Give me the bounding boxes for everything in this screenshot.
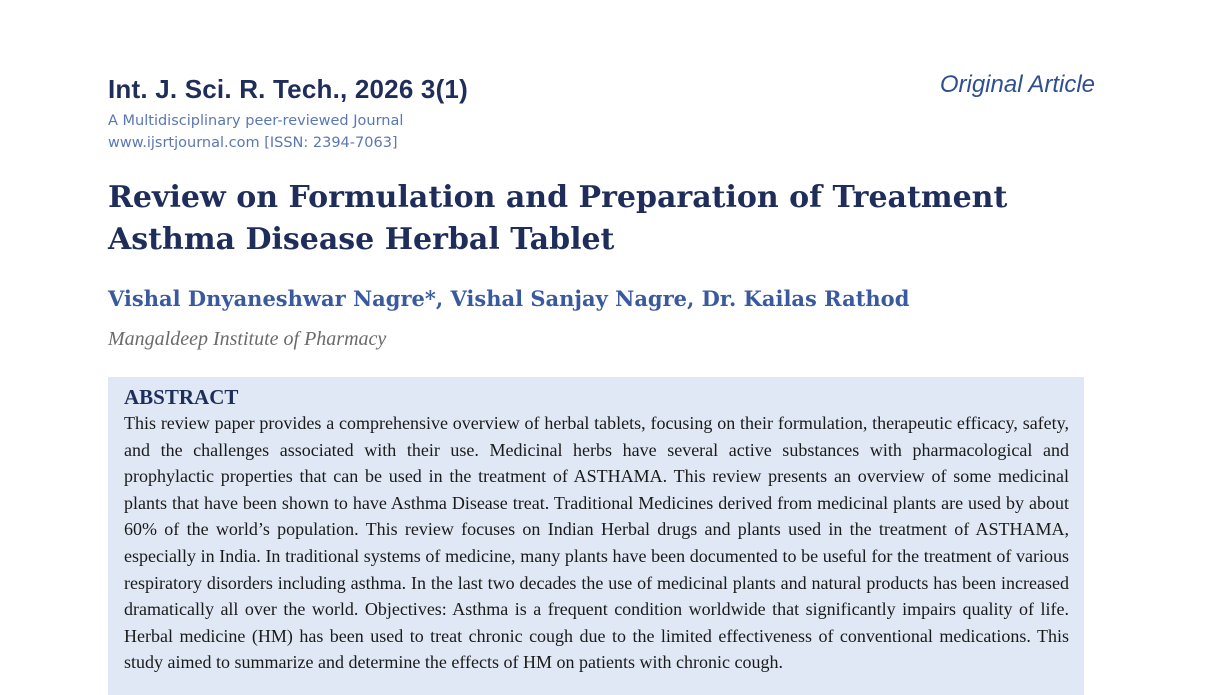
journal-tagline: A Multidisciplinary peer-reviewed Journal bbox=[108, 113, 404, 129]
abstract-heading: ABSTRACT bbox=[124, 385, 239, 409]
abstract-section bbox=[108, 377, 1084, 695]
author-affiliation: Mangaldeep Institute of Pharmacy bbox=[108, 328, 387, 350]
journal-url-issn: www.ijsrtjournal.com [ISSN: 2394-7063] bbox=[108, 135, 398, 151]
article-type-label: Original Article bbox=[939, 71, 1095, 98]
author-list: Vishal Dnyaneshwar Nagre*, Vishal Sanjay Nagre, Dr. Kailas Rathod bbox=[108, 286, 910, 311]
journal-title: Int. J. Sci. R. Tech., 2026 3(1) bbox=[108, 74, 468, 104]
abstract-body: This review paper provides a comprehensive overview of herbal tablets, focusing on their formulation, therapeutic efficacy, safety, and the challenges associated with their use. Medicinal herbs have several active substances with pharmacological and prophylactic properties that can be used in the treatment of ASTHAMA. This review presents an overview of some medicinal plants that have been shown to have Asthma Disease treat. Traditional Medicines derived from medicinal plants are used by about 60% of the world’s population. This review focuses on Indian Herbal drugs and plants used in the treatment of ASTHAMA, especially in India. In traditional systems of medicine, many plants have been documented to be useful for the treatment of various respiratory disorders including asthma. In the last two decades the use of medicinal plants and natural products has been increased dramatically all over the world. Objectives: Asthma is a frequent condition worldwide that significantly impairs quality of life. Herbal medicine (HM) has been used to treat chronic cough due to the limited effectiveness of conventional medications. This study aimed to summarize and determine the effects of HM on patients with chronic cough. bbox=[124, 413, 1069, 673]
paper-title: Review on Formulation and Preparation of Treatment Asthma Disease Herbal Tablet bbox=[108, 180, 1008, 257]
